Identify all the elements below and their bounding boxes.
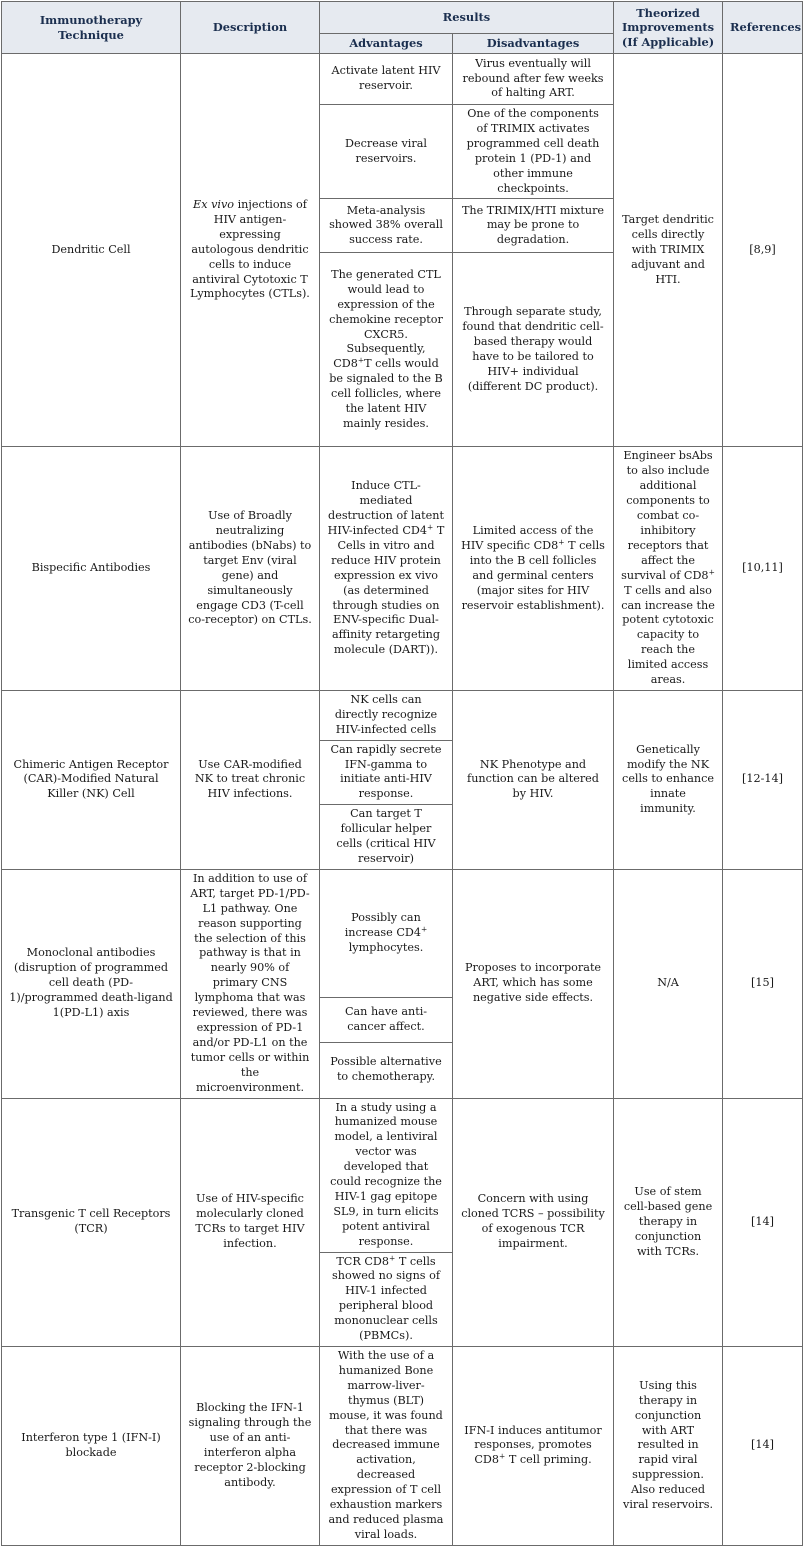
bsabs-advantage-text: Induce CTL-mediated destruction of latent HIV-infected CD4 [327,479,444,537]
superscript-plus: + [426,522,434,532]
tcr-technique: Transgenic T cell Receptors (TCR) [2,1098,181,1347]
car-description: Use CAR-modified NK to treat chronic HIV infections. [181,690,320,869]
ifn-disadvantage [453,1347,614,1546]
car-advantage-3: Can target T follicular helper cells (critical HIV reservoir) [320,805,453,870]
dc-description-text: injections of HIV antigen-expressing autologous dendritic cells to induce antiviral Cytotoxic T Lymphocytes (CTLs). [190,198,310,301]
header-improvements: Theorized Improvements (If Applicable) [614,2,723,54]
superscript-plus: + [499,1451,506,1461]
superscript-plus: + [420,924,428,934]
car-advantage-1: NK cells can directly recognize HIV-infected cells [320,690,453,740]
dc-advantage-4 [320,253,453,447]
header-references: References [723,2,803,54]
tcr-advantage-1: In a study using a humanized mouse model, a lentiviral vector was developed that could recognize the HIV-1 gag epitope SL9, in turn elicits potent antiviral response. [320,1098,453,1252]
dc-references: [8,9] [723,54,803,447]
bsabs-description: Use of Broadly neutralizing antibodies (bNabs) to target Env (viral gene) and simultaneously engage CD3 (T-cell co-receptor) on CTLs. [181,447,320,691]
mab-technique: Monoclonal antibodies (disruption of programmed cell death (PD-1)/programmed death-ligand 1(PD-L1) axis [2,869,181,1098]
car-disadvantage: NK Phenotype and function can be altered by HIV. [453,690,614,869]
tcr-improvements: Use of stem cell-based gene therapy in conjunction with TCRs. [614,1098,723,1347]
superscript-plus: + [389,1252,396,1262]
superscript-plus: + [357,355,365,365]
header-disadvantages: Disadvantages [453,34,614,54]
dc-improvements: Target dendritic cells directly with TRIMIX adjuvant and HTI. [614,54,723,447]
dc-disadvantage-1: Virus eventually will rebound after few weeks of halting ART. [453,54,614,105]
ifn-advantage: With the use of a humanized Bone marrow-liver-thymus (BLT) mouse, it was found that there was decreased immune activation, decreased expression of T cell exhaustion markers and reduced plasma viral loads. [320,1347,453,1546]
mab-advantage-1 [320,869,453,997]
superscript-plus: + [558,537,565,547]
bsabs-advantage [320,447,453,691]
bsabs-improvements [614,447,723,691]
dc-advantage-1: Activate latent HIV reservoir. [320,54,453,105]
dc-disadvantage-3: The TRIMIX/HTI mixture may be prone to degradation. [453,199,614,253]
tcr-references: [14] [723,1098,803,1347]
car-technique: Chimeric Antigen Receptor (CAR)-Modified Natural Killer (NK) Cell [2,690,181,869]
immunotherapy-table [1,1,803,1546]
mab-advantage-1-text-end: lymphocytes. [348,940,424,954]
bsabs-references: [10,11] [723,447,803,691]
ifn-description: Blocking the IFN-1 signaling through the use of an anti-interferon alpha receptor 2-blocking antibody. [181,1347,320,1546]
bsabs-improvements-text-end: T cells and also can increase the potent cytotoxic capacity to reach the limited access areas. [621,583,715,687]
mab-advantage-2: Can have anti-cancer affect. [320,998,453,1043]
mab-advantage-3: Possible alternative to chemotherapy. [320,1043,453,1098]
bsabs-disadvantage [453,447,614,691]
bsabs-advantage-text-end: T Cells in vitro and reduce HIV protein expression ex vivo (as determined through studies on ENV-specific Dual-affinity retargeting molecule (DART)). [331,523,445,657]
dc-advantage-2: Decrease viral reservoirs. [320,105,453,199]
mab-advantage-1-text: Possibly can increase CD4 [344,911,421,939]
car-improvements: Genetically modify the NK cells to enhance innate immunity. [614,690,723,869]
ifn-references: [14] [723,1347,803,1546]
bsabs-improvements-text: Engineer bsAbs to also include additional components to combat co-inhibitory receptors that affect the survival of CD8 [621,449,713,582]
dc-technique: Dendritic Cell [2,54,181,447]
tcr-advantage-2-text: TCR CD8 [336,1254,389,1268]
header-advantages: Advantages [320,34,453,54]
dc-advantage-4-text-end: T cells would be signaled to the B cell follicles, where the latent HIV mainly resides. [329,357,443,431]
tcr-disadvantage: Concern with using cloned TCRS – possibility of exogenous TCR impairment. [453,1098,614,1347]
mab-improvements: N/A [614,869,723,1098]
mab-references: [15] [723,869,803,1098]
mab-description: In addition to use of ART, target PD-1/PD-L1 pathway. One reason supporting the selection of this pathway is that in nearly 90% of primary CNS lymphoma that was reviewed, there was expression of PD-1 and/or PD-L1 on the tumor cells or within the microenvironment. [181,869,320,1098]
dc-description-italic: Ex vivo [193,198,235,212]
header-technique: Immunotherapy Technique [2,2,181,54]
ifn-improvements: Using this therapy in conjunction with ART resulted in rapid viral suppression. Also reduced viral reservoirs. [614,1347,723,1546]
dc-disadvantage-4: Through separate study, found that dendritic cell-based therapy would have to be tailored to HIV+ individual (different DC product). [453,253,614,447]
tcr-advantage-2 [320,1252,453,1346]
ifn-technique: Interferon type 1 (IFN-I) blockade [2,1347,181,1546]
bsabs-disadvantage-text-end: T cells into the B cell follicles and germinal centers (major sites for HIV reservoir establishment). [461,538,605,612]
ifn-disadvantage-text: IFN-I induces antitumor responses, promotes CD8 [464,1423,602,1467]
ifn-disadvantage-text-end: T cell priming. [505,1453,592,1467]
dc-description [181,54,320,447]
dc-advantage-4-text: The generated CTL would lead to expression of the chemokine receptor CXCR5. Subsequently, CD8 [329,267,443,371]
car-references: [12-14] [723,690,803,869]
header-description: Description [181,2,320,54]
tcr-description: Use of HIV-specific molecularly cloned TCRs to target HIV infection. [181,1098,320,1347]
car-advantage-2: Can rapidly secrete IFN-gamma to initiate anti-HIV response. [320,740,453,805]
header-results: Results [320,2,614,34]
mab-disadvantage: Proposes to incorporate ART, which has some negative side effects. [453,869,614,1098]
superscript-plus: + [708,566,715,576]
dc-advantage-3: Meta-analysis showed 38% overall success rate. [320,199,453,253]
bsabs-disadvantage-text: Limited access of the HIV specific CD8 [461,523,594,552]
bsabs-technique: Bispecific Antibodies [2,447,181,691]
tcr-advantage-2-text-end: T cells showed no signs of HIV-1 infected peripheral blood mononuclear cells (PBMCs). [332,1254,440,1343]
dc-disadvantage-2: One of the components of TRIMIX activates programmed cell death protein 1 (PD-1) and other immune checkpoints. [453,105,614,199]
